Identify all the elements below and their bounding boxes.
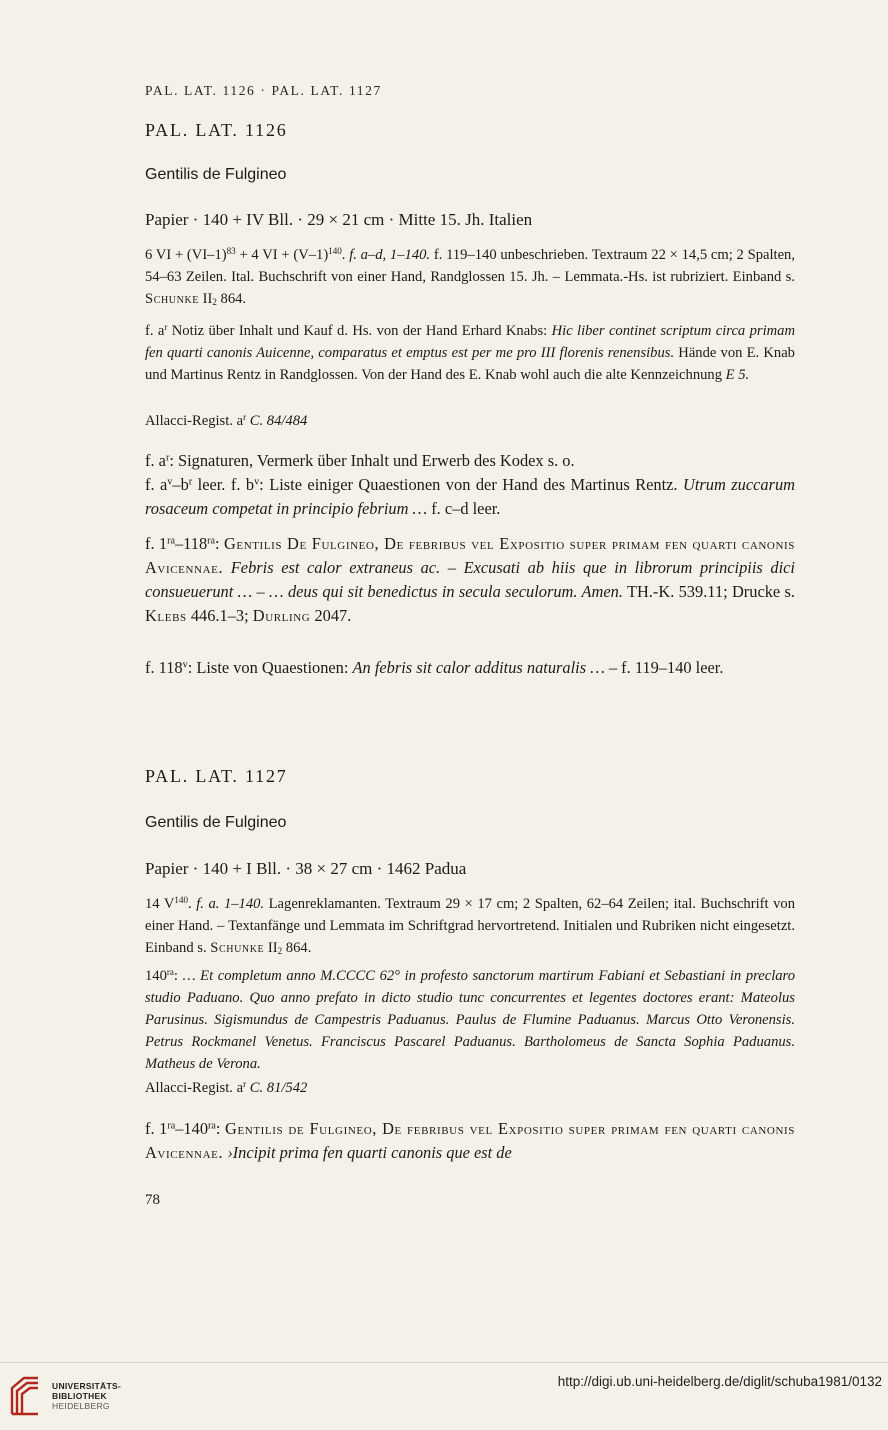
allacci-register-1127: Allacci-Regist. $a^r$ C. 81/542 bbox=[145, 1079, 308, 1096]
contents-line-1126-a: f. $a^r$: Signaturen, Vermerk über Inhalt und Erwerb des Kodex s. o. bbox=[145, 451, 575, 470]
contents-questions-1126: f. 118$^v$: Liste von Quaestionen: An febris sit calor additus naturalis … – f. 119–140 leer. bbox=[145, 658, 724, 677]
contents-main-text-1127: f. $1^{ra}-140^{ra}$: Gentilis de Fulgineo, De febribus vel Expositio super primam fen quarti canonis Avicennae. ›Incipit prima fen quarti canonis que est de bbox=[145, 1119, 796, 1162]
ownership-note-1126: f. $a^r$ Notiz über Inhalt und Kauf d. Hs. von der Hand Erhard Knabs: Hic liber continet scriptum circa primam fen quarti canonis Auicenne, comparatus et emptus est per me pro III florenis renensibus. Hände von E. Knab und Martinus Rentz in Randglossen. Von der Hand des E. Knab wohl auch die alte Kennzeichnung E 5. bbox=[145, 322, 795, 383]
page-number: 78 bbox=[145, 1192, 160, 1208]
contents-line-1126-b: f. $a^v-b^r$ leer. f. $b^v$: Liste einiger Quaestionen von der Hand des Martinus Rentz. Utrum zuccarum rosaceum competat in principio febrium … f. c–d leer. bbox=[145, 475, 795, 518]
collation-1126: 6 VI + $(VI-1)^{83} + 4$ VI + $(V-1)^{140}$. f. a–d, 1–140. f. 119–140 unbeschrieben. Textraum 22 × 14,5 cm; 2 Spalten, 54–63 Zeilen. Ital. Buchschrift von einer Hand, Randglossen 15. Jh. – Lemmata.-Hs. ist rubriziert. Einband s. Schunke $II_2$ 864. bbox=[145, 246, 796, 307]
shelfmark-1127: PAL. LAT. 1127 bbox=[145, 766, 288, 786]
allacci-register-1126: Allacci-Regist. $a^r$ C. 84/484 bbox=[145, 412, 308, 429]
author-1126: Gentilis de Fulgineo bbox=[145, 166, 287, 183]
footer-divider bbox=[0, 1362, 888, 1363]
library-logo-icon bbox=[8, 1374, 42, 1418]
source-url-link[interactable]: http://digi.ub.uni-heidelberg.de/diglit/schuba1981/0132 bbox=[557, 1374, 882, 1389]
physical-description-1126: Papier · 140 + IV Bll. · 29 × 21 cm · Mitte 15. Jh. Italien bbox=[145, 210, 533, 229]
running-head: PAL. LAT. 1126 · PAL. LAT. 1127 bbox=[145, 83, 382, 98]
author-1127: Gentilis de Fulgineo bbox=[145, 814, 287, 831]
library-name: UNIVERSITÄTS- BIBLIOTHEK HEIDELBERG bbox=[52, 1381, 122, 1411]
colophon-note-1127: $140^{ra}$: … Et completum anno M.CCCC 62° in profesto sanctorum martirum Fabiani et Sebastiani in preclaro studio Paduano. Quo anno prefato in dicto studio tunc concurrentes et legentes doctores erant: Mateolus Parusinus. Sigismundus de Campestris Paduanus. Paulus de Flumine Paduanus. Marcus Otto Veronensis. Petrus Rockmanel Venetus. Franciscus Pascarel Paduanus. Bartholomeus de Sancta Sophia Paduanus. Matheus de Verona. bbox=[145, 967, 795, 1072]
physical-description-1127: Papier · 140 + I Bll. · 38 × 27 cm · 1462 Padua bbox=[145, 859, 467, 878]
shelfmark-1126: PAL. LAT. 1126 bbox=[145, 120, 288, 140]
collation-1127: 14 $V^{140}$. f. a. 1–140. Lagenreklamanten. Textraum 29 × 17 cm; 2 Spalten, 62–64 Zeilen; ital. Buchschrift von einer Hand. – Textanfänge und Lemmata im Schriftgrad hervortretend. Initialen und Rubriken nicht eingesetzt. Einband s. Schunke $II_2$ 864. bbox=[145, 895, 796, 956]
contents-main-text-1126: f. $1^{ra}-118^{ra}$: Gentilis De Fulgineo, De febribus vel Expositio super primam fen quarti canonis Avicennae. Febris est calor extraneus ac. – Excusati ab hiis que in librorum principiis dici consueuerunt … – … deus qui sit benedictus in secula seculorum. Amen. TH.-K. 539.11; Drucke s. Klebs 446.1–3; Durling 2047. bbox=[145, 534, 795, 625]
